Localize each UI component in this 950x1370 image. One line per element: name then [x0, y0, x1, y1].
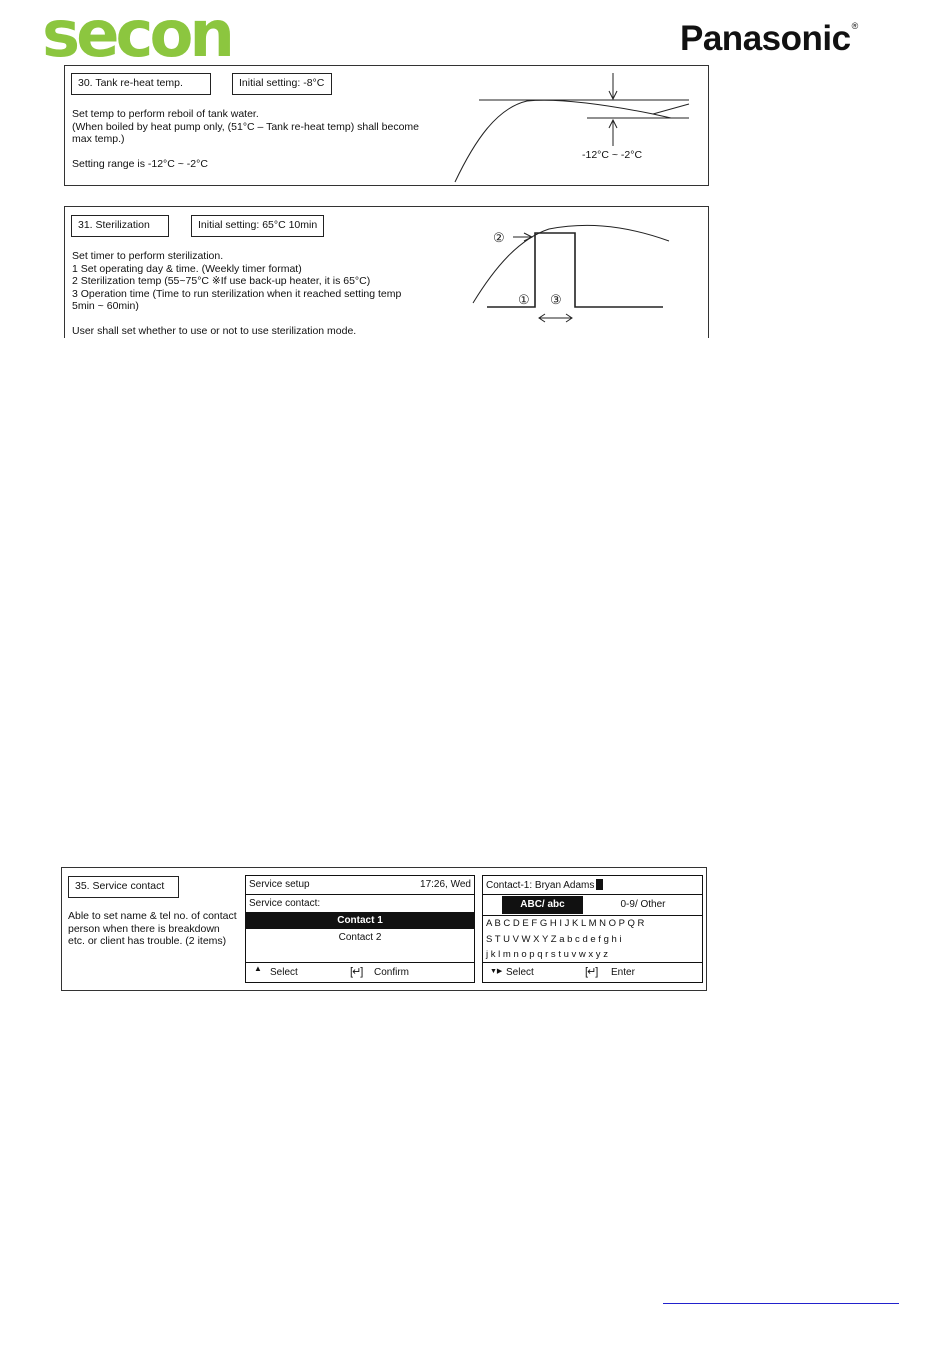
- section-31-initial-setting: Initial setting: 65°C 10min: [191, 215, 324, 237]
- select-hint: Select: [270, 967, 298, 978]
- desc-line: (When boiled by heat pump only, (51°C – Tank re-heat temp) shall become: [72, 120, 419, 133]
- desc-line: User shall set whether to use or not to use sterilization mode.: [72, 325, 357, 337]
- confirm-hint: Confirm: [374, 967, 410, 978]
- section-31-description: [72, 250, 401, 338]
- desc-line: 3 Operation time (Time to run sterilization when it reached setting temp: [72, 287, 402, 300]
- section-35-panel: [61, 867, 707, 991]
- desc-line: [72, 313, 401, 326]
- section-35-description: [68, 910, 237, 948]
- direction-arrows-icon: ▼▶: [490, 968, 503, 975]
- sterilization-diagram: [469, 217, 707, 335]
- section-31-panel: [64, 206, 709, 338]
- reheat-rise-line: [653, 104, 689, 114]
- enter-key-icon: [↵]: [350, 966, 363, 978]
- tab-other[interactable]: 0-9/ Other: [620, 899, 666, 910]
- text-cursor: [596, 879, 603, 890]
- marker-2: ②: [493, 230, 505, 245]
- section-35-title: 35. Service contact: [68, 876, 179, 898]
- tab-abc[interactable]: ABC/ abc: [502, 896, 583, 914]
- contact-name-field[interactable]: [483, 879, 702, 891]
- section-30-description: [72, 108, 419, 171]
- keyboard-row[interactable]: A B C D E F G H I J K L M N O P Q R: [486, 918, 645, 929]
- screen-title: Service setup: [249, 879, 310, 890]
- footer-link[interactable]: [663, 1303, 899, 1304]
- service-setup-screen: [245, 875, 475, 983]
- enter-key-icon: [↵]: [585, 966, 598, 978]
- reheat-diagram: [453, 68, 703, 185]
- enter-hint: Enter: [611, 967, 635, 978]
- up-arrow-icon: ▲: [254, 964, 262, 973]
- marker-1: ①: [518, 292, 530, 307]
- section-30-initial-setting: Initial setting: -8°C: [232, 73, 332, 95]
- select-hint: Select: [506, 967, 534, 978]
- menu-item-contact-1[interactable]: Contact 1: [246, 912, 474, 929]
- desc-line: Setting range is -12°C ~ -2°C: [72, 158, 208, 170]
- section-30-panel: [64, 65, 709, 186]
- desc-line: person when there is breakdown: [68, 922, 220, 935]
- screen-header: [246, 879, 474, 890]
- desc-line: etc. or client has trouble. (2 items): [68, 935, 227, 947]
- desc-line: 1 Set operating day & time. (Weekly timer format): [72, 262, 302, 275]
- reheat-range-label: -12°C ~ -2°C: [582, 149, 643, 161]
- contact-name-value: Contact-1: Bryan Adams: [486, 880, 595, 891]
- section-31-title: 31. Sterilization: [71, 215, 169, 237]
- contact-edit-screen: [482, 875, 703, 983]
- desc-line: [72, 146, 419, 159]
- section-30-title: 30. Tank re-heat temp.: [71, 73, 211, 95]
- keyboard-row[interactable]: j k l m n o p q r s t u v w x y z: [486, 949, 608, 960]
- desc-line: Able to set name & tel no. of contact: [68, 910, 237, 922]
- marker-3: ③: [550, 292, 562, 307]
- registered-mark: ®: [851, 21, 858, 31]
- temperature-curve: [455, 100, 671, 182]
- screen-subtitle: Service contact:: [249, 898, 321, 909]
- panasonic-logo: [680, 19, 858, 59]
- desc-line: Set timer to perform sterilization.: [72, 250, 224, 262]
- sterilization-pulse: [487, 233, 663, 307]
- clock-display: 17:26, Wed: [420, 879, 471, 890]
- keyboard-row[interactable]: S T U V W X Y Z a b c d e f g h i: [486, 934, 622, 945]
- desc-line: 2 Sterilization temp (55~75°C ※If use back-up heater, it is 65°C): [72, 275, 371, 287]
- desc-line: 5min ~ 60min): [72, 300, 139, 312]
- menu-item-contact-2[interactable]: Contact 2: [338, 932, 382, 943]
- panasonic-logo-text: Panasonic: [680, 19, 851, 58]
- secon-logo: secon: [42, 0, 231, 72]
- desc-line: Set temp to perform reboil of tank water.: [72, 108, 259, 120]
- desc-line: max temp.): [72, 133, 125, 145]
